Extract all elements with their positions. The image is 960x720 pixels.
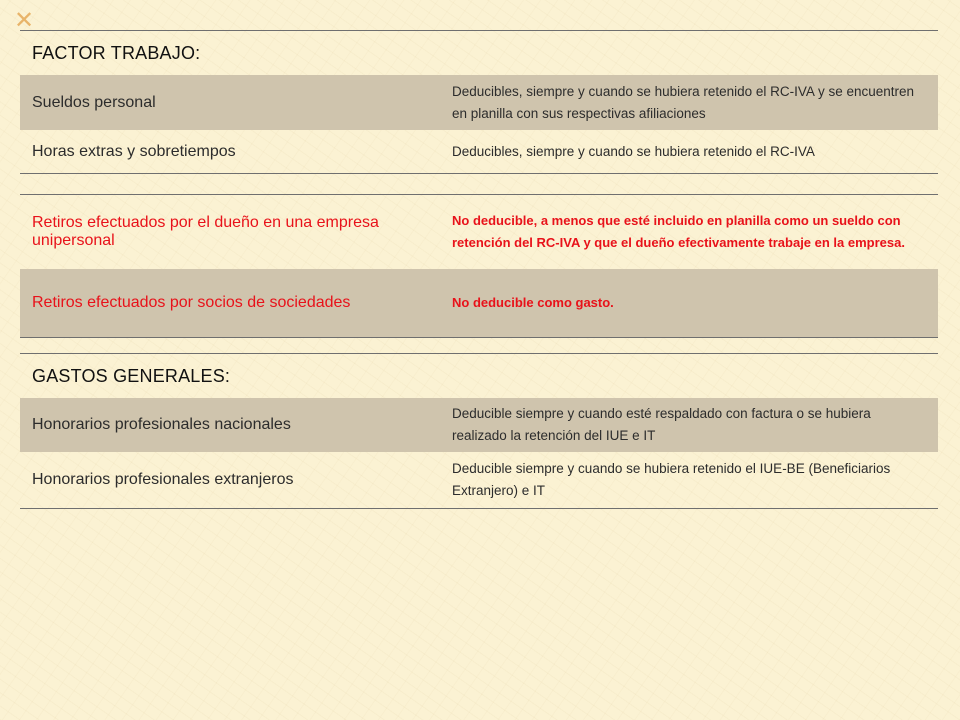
table-row-retiros-socios: [20, 269, 938, 337]
table-row-retiros-dueno: [20, 195, 938, 269]
factor-trabajo-heading: FACTOR TRABAJO:: [32, 42, 201, 63]
row-detail: Deducible siempre y cuando se hubiera retenido el IUE-BE (Beneficiarios Extranjero) e IT: [452, 461, 891, 498]
table-row-horas-extras: [20, 130, 938, 173]
row-detail: No deducible, a menos que esté incluido en planilla como un sueldo con retención del RC-IVA y que el dueño efectivamente trabaje en la empresa.: [452, 213, 905, 250]
retiros-table: [20, 194, 938, 338]
table-row-honorarios-nacionales: [20, 398, 938, 452]
row-label: Retiros efectuados por socios de sociedades: [32, 294, 351, 311]
row-label: Sueldos personal: [32, 93, 156, 111]
factor-trabajo-table: [20, 30, 938, 174]
row-detail: No deducible como gasto.: [452, 295, 614, 310]
row-detail: Deducible siempre y cuando esté respaldado con factura o se hubiera realizado la retención del IUE e IT: [452, 406, 871, 443]
table-row-sueldos: [20, 75, 938, 130]
slide-mark-icon: ✕: [14, 6, 35, 34]
gastos-generales-header: [20, 354, 938, 398]
table-row-honorarios-extranjeros: [20, 452, 938, 508]
row-label: Honorarios profesionales extranjeros: [32, 471, 294, 488]
row-label: Retiros efectuados por el dueño en una empresa unipersonal: [32, 214, 379, 249]
row-detail: Deducibles, siempre y cuando se hubiera retenido el RC-IVA y se encuentren en planilla con sus respectivas afiliaciones: [452, 83, 915, 121]
row-label: Horas extras y sobretiempos: [32, 142, 236, 160]
row-detail: Deducibles, siempre y cuando se hubiera retenido el RC-IVA: [452, 143, 815, 159]
factor-trabajo-header: [20, 31, 938, 75]
row-label: Honorarios profesionales nacionales: [32, 416, 291, 433]
gastos-generales-table: [20, 353, 938, 509]
gastos-generales-heading: GASTOS GENERALES:: [32, 365, 231, 386]
